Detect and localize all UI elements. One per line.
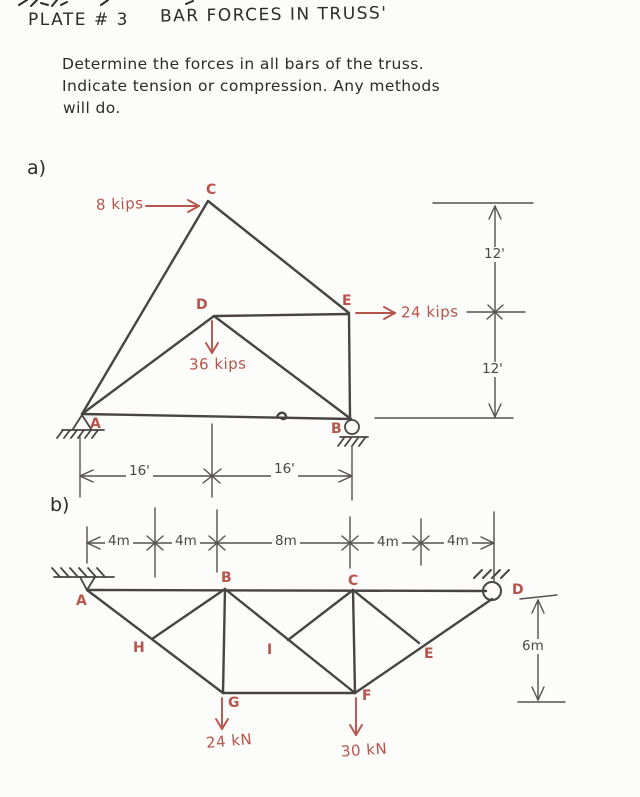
problem-line-1: Determine the forces in all bars of the truss. <box>62 55 425 73</box>
node-b-f: F <box>362 688 373 704</box>
cropped-handwriting-strokes <box>19 0 193 6</box>
node-b-b: B <box>221 570 233 586</box>
section-b-label: b) <box>50 494 70 516</box>
problem-line-3: will do. <box>63 99 121 117</box>
truss-a-members <box>82 201 351 419</box>
node-a-d: D <box>196 297 209 313</box>
node-a-e: E <box>342 293 353 309</box>
load-36kips-label: 36 kips <box>188 354 247 374</box>
plate-number: PLATE # 3 <box>28 10 129 30</box>
node-b-a: A <box>76 593 88 609</box>
truss-b-members <box>87 589 492 693</box>
dim-b-4m-3: 4m <box>374 535 402 550</box>
load-8kips-label: 8 kips <box>95 194 144 214</box>
roller-support-b <box>338 420 368 446</box>
dim-a-12-bottom: 12' <box>479 362 506 377</box>
node-b-h: H <box>133 640 146 656</box>
node-a-b: B <box>331 421 343 437</box>
dim-b-6m: 6m <box>519 639 547 654</box>
node-a-a: A <box>90 416 102 432</box>
load-24kips-label: 24 kips <box>400 302 459 322</box>
load-30kn-label: 30 kN <box>340 739 388 761</box>
problem-line-2: Indicate tension or compression. Any methods <box>62 77 441 95</box>
node-b-e: E <box>424 646 435 662</box>
node-b-d: D <box>512 582 525 598</box>
node-b-c: C <box>348 573 359 589</box>
load-arrows-a <box>146 200 395 353</box>
pin-support-a-b <box>52 568 114 590</box>
node-b-g: G <box>228 695 240 711</box>
dim-b-4m-2: 4m <box>172 534 200 549</box>
dim-a-16-left: 16' <box>126 464 153 479</box>
node-a-c: C <box>206 182 217 198</box>
dim-b-8m: 8m <box>272 534 300 549</box>
dim-a-16-right: 16' <box>271 462 298 477</box>
dims-b <box>87 508 565 702</box>
load-24kn-label: 24 kN <box>205 730 253 752</box>
dims-a <box>80 203 533 500</box>
node-b-i: I <box>267 642 273 658</box>
dim-b-4m-1: 4m <box>105 534 133 549</box>
dim-a-12-top: 12' <box>481 247 508 262</box>
dim-b-4m-4: 4m <box>444 534 472 549</box>
section-a-label: a) <box>27 157 47 179</box>
page-title: BAR FORCES IN TRUSS' <box>159 3 388 27</box>
roller-support-d-b <box>474 570 509 600</box>
